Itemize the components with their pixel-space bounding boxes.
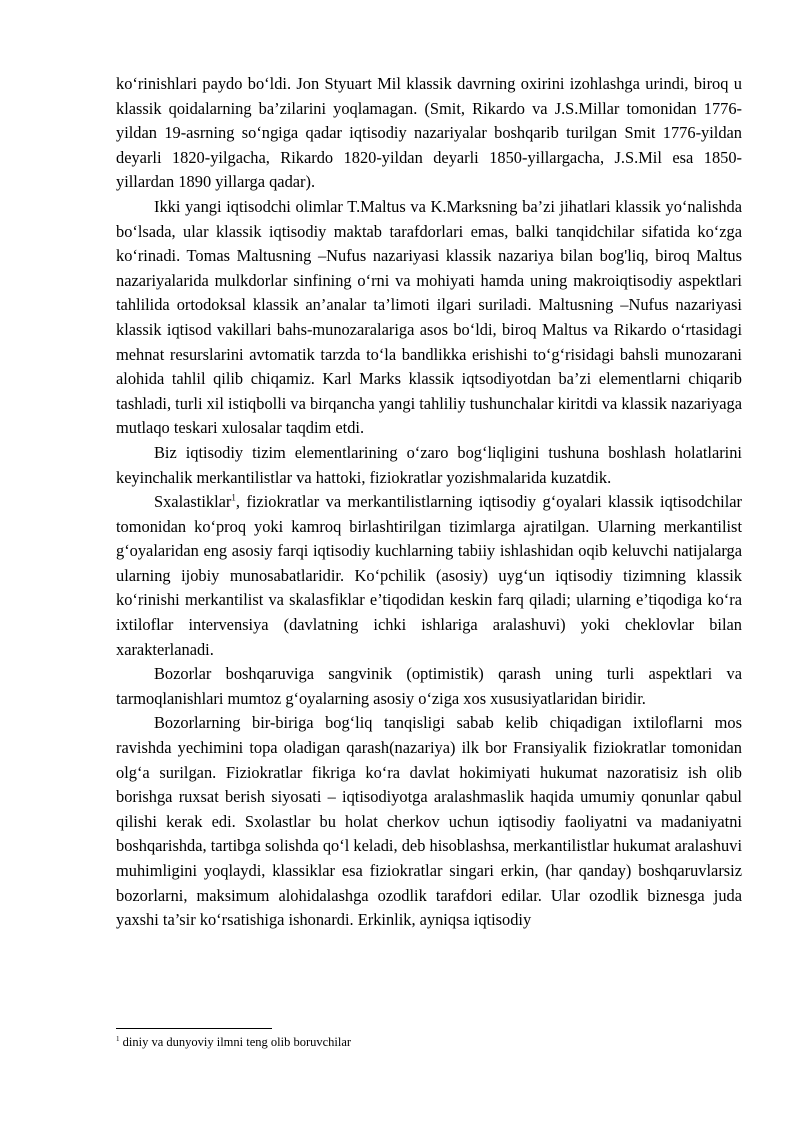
footnote-text: diniy va dunyoviy ilmni teng olib boruvchilar xyxy=(119,1035,352,1049)
paragraph-1: ko‘rinishlari paydo bo‘ldi. Jon Styuart Mil klassik davrning oxirini izohlashga urindi, biroq u klassik qoidalarning ba’zilarini yoqlamagan. (Smit, Rikardo va J.S.Millar tomonidan 1776-yildan 19-asrning so‘ngiga qadar iqtisodiy nazariyalar boshqarib turilgan Smit 1776-yildan deyarli 1820-yilgacha, Rikardo 1820-yildan deyarli 1850-yillargacha, J.S.Mil esa 1850-yillardan 1890 yillarga qadar). xyxy=(116,74,742,192)
footnote xyxy=(116,1034,742,1050)
paragraph-4-body: , fiziokratlar va merkantilistlarning iqtisodiy g‘oyalari klassik iqtisodchilar tomonidan ko‘proq yoki kamroq birlashtirilgan tizimlarga ajratilgan. Ularning merkantilist g‘oyalaridan eng asosiy farqi iqtisodiy kuchlarning tabiiy ishlashidan oqib keluvchi natijalarga ularning ijobiy munosabatlaridir. Ko‘pchilik (asosiy) uyg‘un iqtisodiy tizimning klassik ko‘rinishi merkantilist va skalasfiklar e’tiqodidan keskin farq qiladi; ularning e’tiqodiga ko‘ra ixtiloflar intervensiya (davlatning ichki ishlariga aralashuvi) yoki cheklovlar bilan xarakterlanadi. xyxy=(116,492,742,659)
footnote-divider xyxy=(116,1028,272,1029)
paragraph-4 xyxy=(116,490,742,662)
paragraph-4-lead: Sxalastiklar xyxy=(154,492,232,512)
paragraph-5: Bozorlar boshqaruviga sangvinik (optimistik) qarash uning turli aspektlari va tarmoqlanishlari mumtoz g‘oyalarning asosiy o‘ziga xos xususiyatlaridan biridir. xyxy=(116,664,742,708)
body-text xyxy=(116,72,742,933)
paragraph-2: Ikki yangi iqtisodchi olimlar T.Maltus va K.Marksning ba’zi jihatlari klassik yo‘nalishda bo‘lsada, ular klassik iqtisodiy maktab tarafdorlari emas, balki tanqidchilar sifatida ko‘zga ko‘rinadi. Tomas Maltusning –Nufus nazariyasi klassik nazariya bilan bog'liq, biroq Maltus nazariyalarida mulkdorlar sinfining o‘rni va mohiyati hamda uning makroiqtisodiy aspektlari tahlilida ortodoksal klassik an’analar ta’limoti ilgari suriladi. Maltusning –Nufus nazariyasi klassik iqtisod vakillari bahs-munozaralariga asos bo‘ldi, biroq Maltus va Rikardo o‘rtasidagi mehnat resurslarini avtomatik tarzda to‘la bandlikka erishishi to‘g‘risidagi bahsli munozarani alohida tahlil qilib chiqamiz. Karl Marks klassik iqtsodiyotdan ba’zi elementlarni chiqarib tashladi, turli xil istiqbolli va birqancha yangi tahliliy tushunchalar kiritdi va klassik nazariyaga mutlaqo teskari xulosalar taqdim etdi. xyxy=(116,196,742,438)
footnote-reference[interactable]: 1 xyxy=(231,492,236,503)
paragraph-3: Biz iqtisodiy tizim elementlarining o‘zaro bog‘liqligini tushuna boshlash holatlarini keyinchalik merkantilistlar va hattoki, fiziokratlar yozishmalarida kuzatdik. xyxy=(116,442,742,487)
footnote-marker: 1 xyxy=(116,1034,120,1043)
paragraph-6: Bozorlarning bir-biriga bog‘liq tanqisligi sabab kelib chiqadigan ixtiloflarni mos ravishda yechimini topa oladigan qarash(nazariya) ilk bor Fransiyalik fiziokratlar tomonidan olg‘a surilgan. Fiziokratlar fikriga ko‘ra davlat hokimiyati hukumat nazoratisiz ish olib borishga ruxsat berish siyosati – iqtisodiyotga aralashmaslik haqida umumiy qonunlar qabul qilishi kerak edi. Sxolastlar bu holat cherkov uchun iqtisodiy faoliyatni va madaniyatni boshqarishda, tartibga solishda qo‘l keladi, deb hisoblashsa, merkantilistlar hukumat aralashuvi muhimligini yoqlaydi, klassiklar esa fiziokratlar singari erkin, (har qanday) boshqaruvlarsiz bozorlarni, maksimum alohidalashga ozodlik tarafdori edilar. Ular ozodlik biznesga juda yaxshi ta’sir ko‘rsatishiga ishonardi. Erkinlik, ayniqsa iqtisodiy xyxy=(116,713,742,930)
